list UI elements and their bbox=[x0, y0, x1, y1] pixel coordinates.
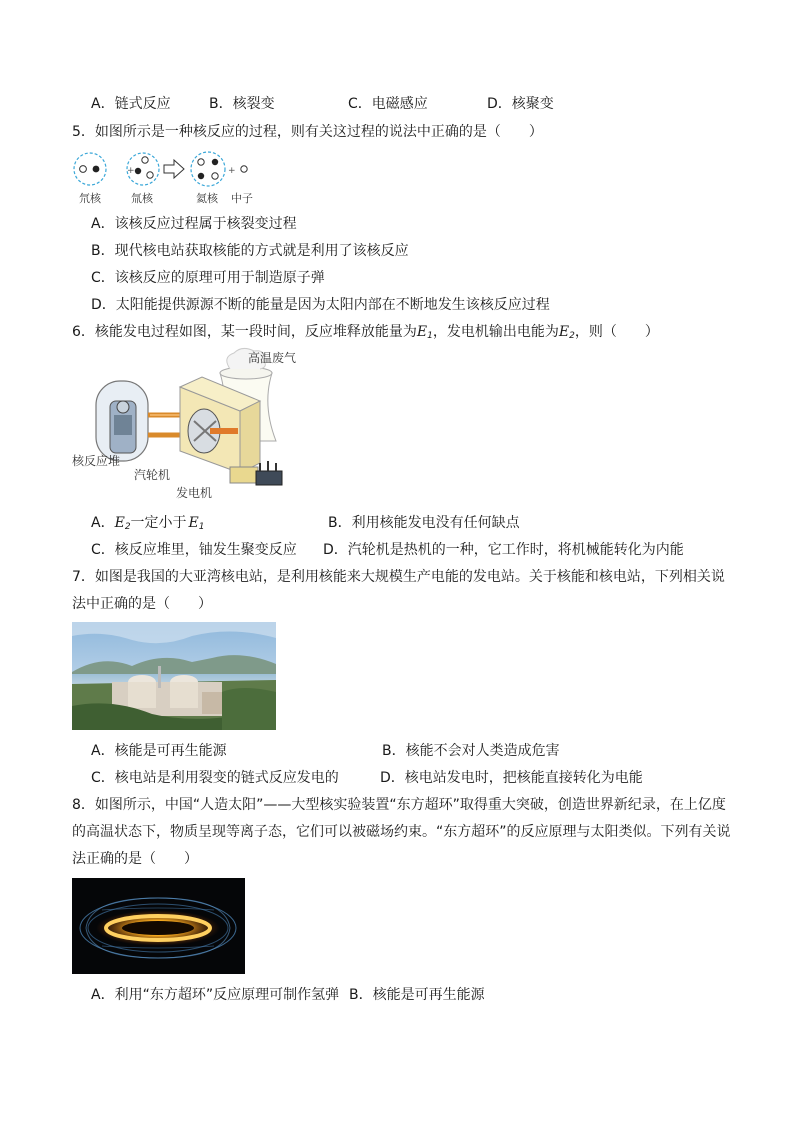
q7-stem-line1: 7．如图是我国的大亚湾核电站，是利用核能来大规模生产电能的发电站。关于核能和核电站，下列相关说 bbox=[72, 569, 725, 585]
reaction-arrow-icon bbox=[164, 160, 184, 178]
q7-option-c: C．核电站是利用裂变的链式反应发电的 bbox=[91, 770, 339, 786]
q8-stem-line3: 法正确的是（ ） bbox=[72, 851, 198, 867]
q8-option-b: B．核能是可再生能源 bbox=[349, 987, 485, 1003]
q6-stem: 6．核能发电过程如图，某一段时间，反应堆释放能量为$E_1$，发电机输出电能为$E_2$，则（ ） bbox=[72, 324, 659, 341]
q5-stem: 5．如图所示是一种核反应的过程，则有关这过程的说法中正确的是（ ） bbox=[72, 124, 543, 140]
q8-stem-line1: 8．如图所示，中国“人造太阳”——大型核实验装置“东方超环”取得重大突破，创造世界新纪录，在上亿度 bbox=[72, 797, 726, 813]
fusion-reaction-figure bbox=[70, 150, 270, 208]
svg-text:+: + bbox=[228, 166, 236, 176]
daya-bay-power-station-photo bbox=[72, 622, 276, 730]
label-deuterium: 氘核 bbox=[79, 192, 101, 205]
q4-option-a: A．链式反应 bbox=[91, 96, 171, 112]
helium-nucleus-icon bbox=[191, 152, 225, 186]
q4-option-b: B．核裂变 bbox=[209, 96, 275, 112]
q7-option-d: D．核电站发电时，把核能直接转化为电能 bbox=[380, 770, 643, 786]
label-turbine: 汽轮机 bbox=[134, 468, 171, 482]
q5-option-a: A．该核反应过程属于核裂变过程 bbox=[91, 216, 297, 232]
q5-option-d: D．太阳能提供源源不断的能量是因为太阳内部在不断地发生该核反应过程 bbox=[91, 297, 550, 313]
q5-option-b: B．现代核电站获取核能的方式就是利用了该核反应 bbox=[91, 243, 409, 259]
q4-option-c: C．电磁感应 bbox=[348, 96, 428, 112]
label-generator: 发电机 bbox=[176, 486, 213, 500]
label-helium: 氦核 bbox=[196, 192, 218, 205]
q6-option-b: B．利用核能发电没有任何缺点 bbox=[328, 515, 520, 531]
q6-option-c: C．核反应堆里，铀发生聚变反应 bbox=[91, 542, 297, 558]
q6-option-d: D．汽轮机是热机的一种，它工作时，将机械能转化为内能 bbox=[323, 542, 684, 558]
q6-option-a: A．$E_2$一定小于 $E_1$ bbox=[91, 515, 205, 532]
q4-option-d: D．核聚变 bbox=[487, 96, 554, 112]
nuclear-power-plant-diagram bbox=[70, 345, 310, 505]
neutron-icon bbox=[241, 166, 247, 172]
svg-text:+: + bbox=[127, 166, 135, 176]
east-tokamak-photo bbox=[72, 878, 245, 974]
label-exhaust: 高温废气 bbox=[248, 351, 297, 365]
label-tritium: 氚核 bbox=[131, 192, 153, 205]
label-reactor: 核反应堆 bbox=[72, 454, 121, 468]
q8-stem-line2: 的高温状态下，物质呈现等离子态，它们可以被磁场约束。“东方超环”的反应原理与太阳类似。下列有关说 bbox=[72, 824, 731, 840]
q8-option-a: A．利用“东方超环”反应原理可制作氢弹 bbox=[91, 987, 340, 1003]
q7-stem-line2: 法中正确的是（ ） bbox=[72, 596, 212, 612]
q5-option-c: C．该核反应的原理可用于制造原子弹 bbox=[91, 270, 325, 286]
q7-option-a: A．核能是可再生能源 bbox=[91, 743, 227, 759]
generator-icon bbox=[230, 467, 258, 483]
deuterium-nucleus-icon bbox=[74, 153, 106, 185]
label-neutron: 中子 bbox=[231, 192, 253, 205]
q7-option-b: B．核能不会对人类造成危害 bbox=[382, 743, 560, 759]
